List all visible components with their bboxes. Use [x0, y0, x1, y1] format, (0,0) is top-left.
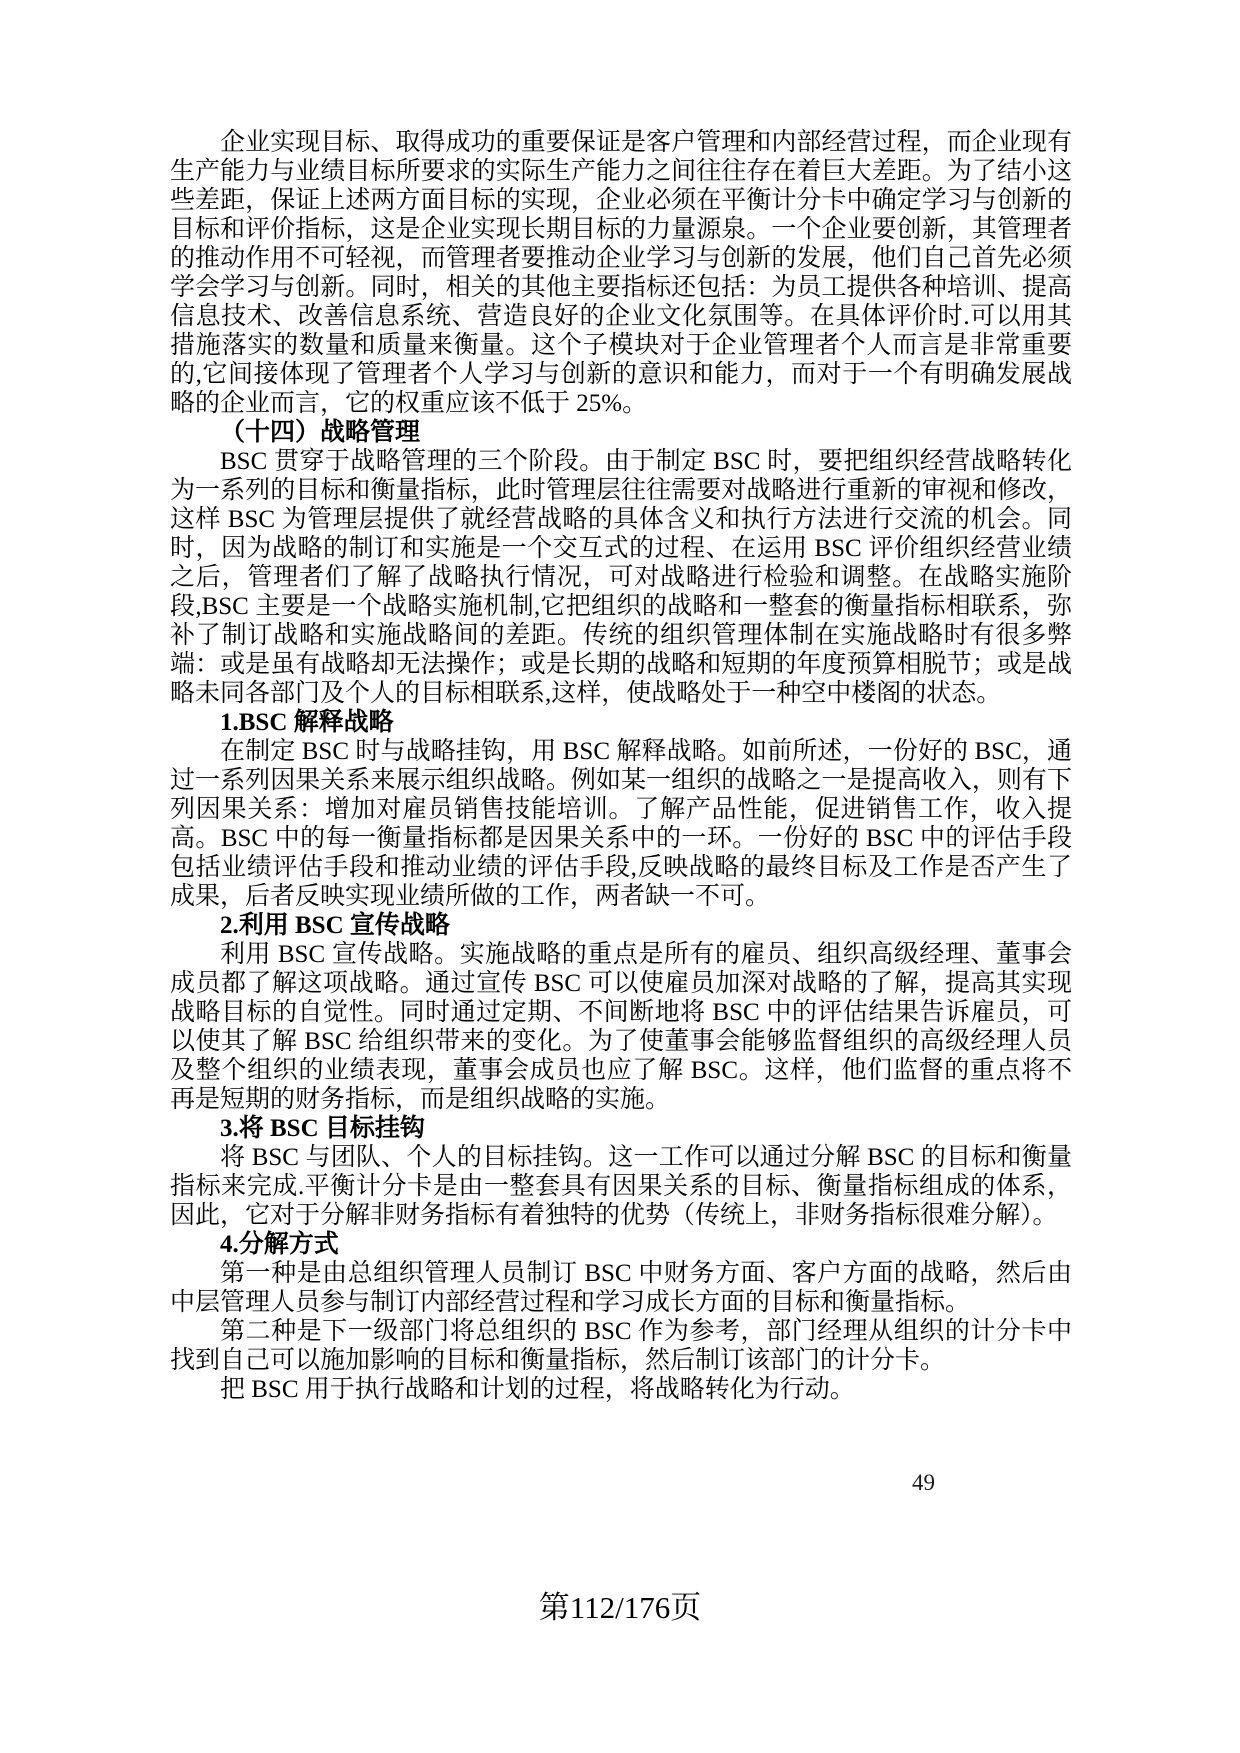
paragraph-bsc-three-stages: BSC 贯穿于战略管理的三个阶段。由于制定 BSC 时，要把组织经营战略转化为一系列的目标和衡量指标，此时管理层往往需要对战略进行重新的审视和修改，这样 BSC 为管理层提供了就经营战略的具体含义和执行方法进行交流的机会。同时，因为战略的制订和实施是一个交互式的过程、在运用 BSC 评价组织经营业绩之后，管理者们了解了战略执行情况，可对战略进行检验和调整。在战略实施阶段,BSC 主要是一个战略实施机制,它把组织的战略和一整套的衡量指标相联系，弥补了制订战略和实施战略间的差距。传统的组织管理体制在实施战略时有很多弊端：或是虽有战略却无法操作；或是长期的战略和短期的年度预算相脱节；或是战略未同各部门及个人的目标相联系,这样，使战略处于一种空中楼阁的状态。 — [170, 448, 1072, 707]
paragraph-method-first: 第一种是由总组织管理人员制订 BSC 中财务方面、客户方面的战略，然后由中层管理人员参与制订内部经营过程和学习成长方面的目标和衡量指标。 — [170, 1260, 1072, 1316]
heading-bsc-explain-strategy: 1.BSC 解释战略 — [220, 709, 394, 736]
paragraph-strategy-to-action: 把 BSC 用于执行战略和计划的过程，将战略转化为行动。 — [220, 1376, 855, 1403]
paragraph-method-second: 第二种是下一级部门将总组织的 BSC 作为参考，部门经理从组织的计分卡中找到自己可以施加影响的目标和衡量指标，然后制订该部门的计分卡。 — [170, 1318, 1072, 1374]
paragraph-learning-innovation: 企业实现目标、取得成功的重要保证是客户管理和内部经营过程，而企业现有生产能力与业绩目标所要求的实际生产能力之间往往存在着巨大差距。为了结小这些差距，保证上述两方面目标的实现，企业必须在平衡计分卡中确定学习与创新的目标和评价指标，这是企业实现长期目标的力量源泉。一个企业要创新，其管理者的推动作用不可轻视，而管理者要推动企业学习与创新的发展，他们自己首先必须学会学习与创新。同时，相关的其他主要指标还包括：为员工提供各种培训、提高信息技术、改善信息系统、营造良好的企业文化氛围等。在具体评价时.可以用其措施落实的数量和质量来衡量。这个子模块对于企业管理者个人而言是非常重要的,它间接体现了管理者个人学习与创新的意识和能力，而对于一个有明确发展战略的企业而言，它的权重应该不低于 25%。 — [170, 129, 1072, 417]
heading-decomposition-method: 4.分解方式 — [220, 1231, 339, 1258]
heading-bsc-goal-linking: 3.将 BSC 目标挂钩 — [220, 1115, 425, 1142]
paragraph-bsc-explain-strategy: 在制定 BSC 时与战略挂钩，用 BSC 解释战略。如前所述，一份好的 BSC，通过一系列因果关系来展示组织战略。例如某一组织的战略之一是提高收入，则有下列因果关系：增加对雇员销售技能培训。了解产品性能，促进销售工作，收入提高。BSC 中的每一衡量指标都是因果关系中的一环。一份好的 BSC 中的评估手段包括业绩评估手段和推动业绩的评估手段,反映战略的最终目标及工作是否产生了成果，后者反映实现业绩所做的工作，两者缺一不可。 — [170, 738, 1072, 910]
heading-bsc-promote-strategy: 2.利用 BSC 宣传战略 — [220, 912, 450, 939]
document-body — [170, 128, 1072, 1404]
footer-page-indicator: 第112/176页 — [538, 1590, 702, 1625]
paragraph-bsc-promote-strategy: 利用 BSC 宣传战略。实施战略的重点是所有的雇员、组织高级经理、董事会成员都了解这项战略。通过宣传 BSC 可以使雇员加深对战略的了解，提高其实现战略目标的自觉性。同时通过定期、不间断地将 BSC 中的评估结果告诉雇员，可以使其了解 BSC 给组织带来的变化。为了使董事会能够监督组织的高级经理人员及整个组织的业绩表现，董事会成员也应了解 BSC。这样，他们监督的重点将不再是短期的财务指标，而是组织战略的实施。 — [170, 941, 1072, 1113]
heading-strategy-management: （十四）战略管理 — [220, 419, 421, 446]
paragraph-bsc-goal-linking: 将 BSC 与团队、个人的目标挂钩。这一工作可以通过分解 BSC 的目标和衡量指标来完成.平衡计分卡是由一整套具有因果关系的目标、衡量指标组成的体系，因此，它对于分解非财务指标有着独特的优势（传统上，非财务指标很难分解）。 — [170, 1144, 1072, 1229]
page-number: 49 — [912, 1470, 935, 1495]
